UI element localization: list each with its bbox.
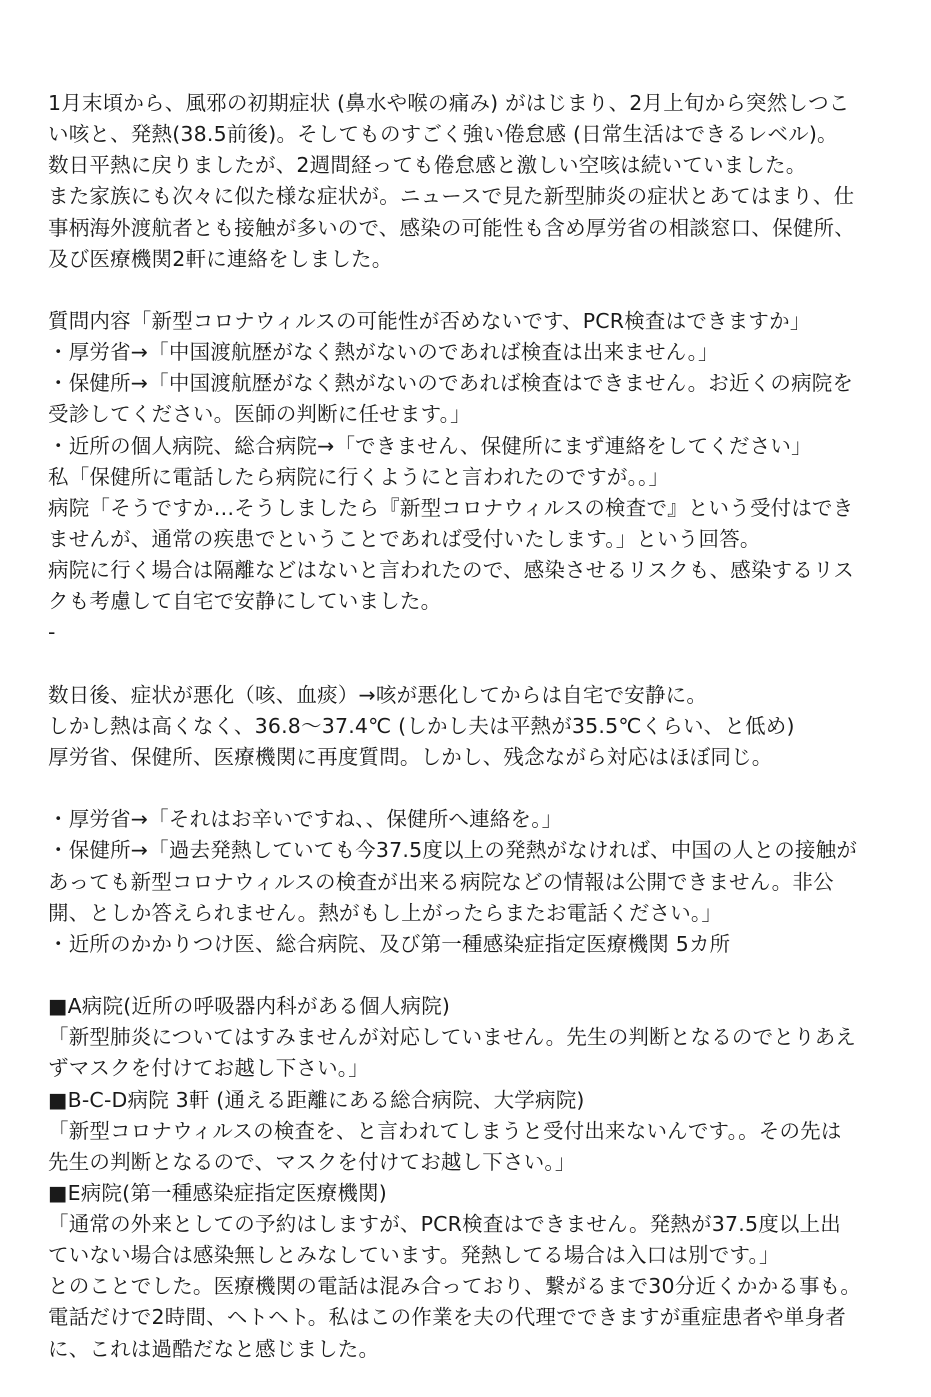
text-line: 病院に行く場合は隔離などはないと言われたので、感染させるリスクも、感染するリス [48, 558, 855, 583]
text-line: 事柄海外渡航者とも接触が多いので、感染の可能性も含め厚労省の相談窓口、保健所、 [48, 215, 855, 240]
text-line: あっても新型コロナウィルスの検査が出来る病院などの情報は公開できません。非公 [48, 869, 834, 894]
text-line: 先生の判断となるので、マスクを付けてお越し下さい。」 [48, 1149, 576, 1174]
text-line: ・保健所→「過去発熱していても今37.5度以上の発熱がなければ、中国の人との接触が [48, 838, 858, 863]
blank-line [48, 649, 888, 680]
text-line: ・厚労省→「それはお辛いですね、、保健所へ連絡を。」 [48, 807, 563, 832]
blank-line [48, 275, 888, 306]
text-line: ませんが、通常の疾患でということであれば受付いたします。」という回答。 [48, 526, 761, 551]
section-heading: ■B-C-D病院 3軒 (通える距離にある総合病院、大学病院) [48, 1087, 585, 1112]
text-line: 数日後、症状が悪化（咳、血痰）→咳が悪化してからは自宅で安静に。 [48, 682, 708, 707]
text-line: 電話だけで2時間、ヘトヘト。私はこの作業を夫の代理でできますが重症患者や単身者 [48, 1305, 846, 1330]
text-line: 「通常の外来としての予約はしますが、PCR検査はできません。発熱が37.5度以上出 [48, 1212, 841, 1237]
blank-line [48, 960, 888, 991]
text-line: 受診してください。医師の判断に任せます。」 [48, 402, 471, 427]
text-line: ・近所のかかりつけ医、総合病院、及び第一種感染症指定医療機関 5カ所 [48, 931, 731, 956]
text-line: 私「保健所に電話したら病院に行くようにと言われたのですが。。」 [48, 464, 670, 489]
text-line: 「新型コロナウィルスの検査を、と言われてしまうと受付出来ないんです。。その先は [48, 1118, 842, 1143]
text-line: 質問内容「新型コロナウィルスの可能性が否めないです、PCR検査はできますか」 [48, 308, 811, 333]
text-line: クも考慮して自宅で安静にしていました。 [48, 589, 442, 614]
text-line: 数日平熱に戻りましたが、2週間経っても倦怠感と激しい空咳は続いていました。 [48, 153, 807, 178]
text-line: しかし熱は高くなく、36.8〜37.4℃ (しかし夫は平熱が35.5℃くらい、と低め) [48, 713, 795, 738]
text-line: に、これは過酷だなと感じました。 [48, 1336, 380, 1361]
text-line: 1月末頃から、風邪の初期症状 (鼻水や喉の痛み) がはじまり、2月上旬から突然しつこ [48, 91, 850, 115]
section-heading: ■A病院(近所の呼吸器内科がある個人病院) [48, 994, 451, 1019]
text-line: とのことでした。医療機関の電話は混み合っており、繋がるまで30分近くかかる事も。 [48, 1274, 862, 1299]
text-line: ていない場合は感染無しとみなしています。発熱してる場合は入口は別です。」 [48, 1243, 780, 1268]
text-line: 開、としか答えられません。熱がもし上がったらまたお電話ください。」 [48, 900, 723, 925]
text-line: 及び医療機関2軒に連絡をしました。 [48, 246, 393, 271]
separator-dash: - [48, 620, 56, 645]
text-line: ・近所の個人病院、総合病院→「できません、保健所にまず連絡をしてください」 [48, 433, 812, 458]
text-line: 病院「そうですか…そうしましたら『新型コロナウィルスの検査で』という受付はでき [48, 495, 854, 520]
text-line: 「新型肺炎についてはすみませんが対応していません。先生の判断となるのでとりあえ [48, 1025, 857, 1050]
text-line: い咳と、発熱(38.5前後)。そしてものすごく強い倦怠感 (日常生活はできるレベル)。 [48, 122, 838, 147]
text-line: ずマスクを付けてお越し下さい。」 [48, 1056, 369, 1081]
text-line: ・厚労省→「中国渡航歴がなく熱がないのであれば検査は出来ません。」 [48, 340, 719, 365]
text-line: 厚労省、保健所、医療機関に再度質問。しかし、残念ながら対応はほぼ同じ。 [48, 744, 773, 769]
section-heading: ■E病院(第一種感染症指定医療機関) [48, 1180, 387, 1205]
document-body [48, 88, 888, 1365]
blank-line [48, 773, 888, 804]
text-line: ・保健所→「中国渡航歴がなく熱がないのであれば検査はできません。お近くの病院を [48, 371, 854, 396]
text-line: また家族にも次々に似た様な症状が。ニュースで見た新型肺炎の症状とあてはまり、仕 [48, 184, 855, 209]
